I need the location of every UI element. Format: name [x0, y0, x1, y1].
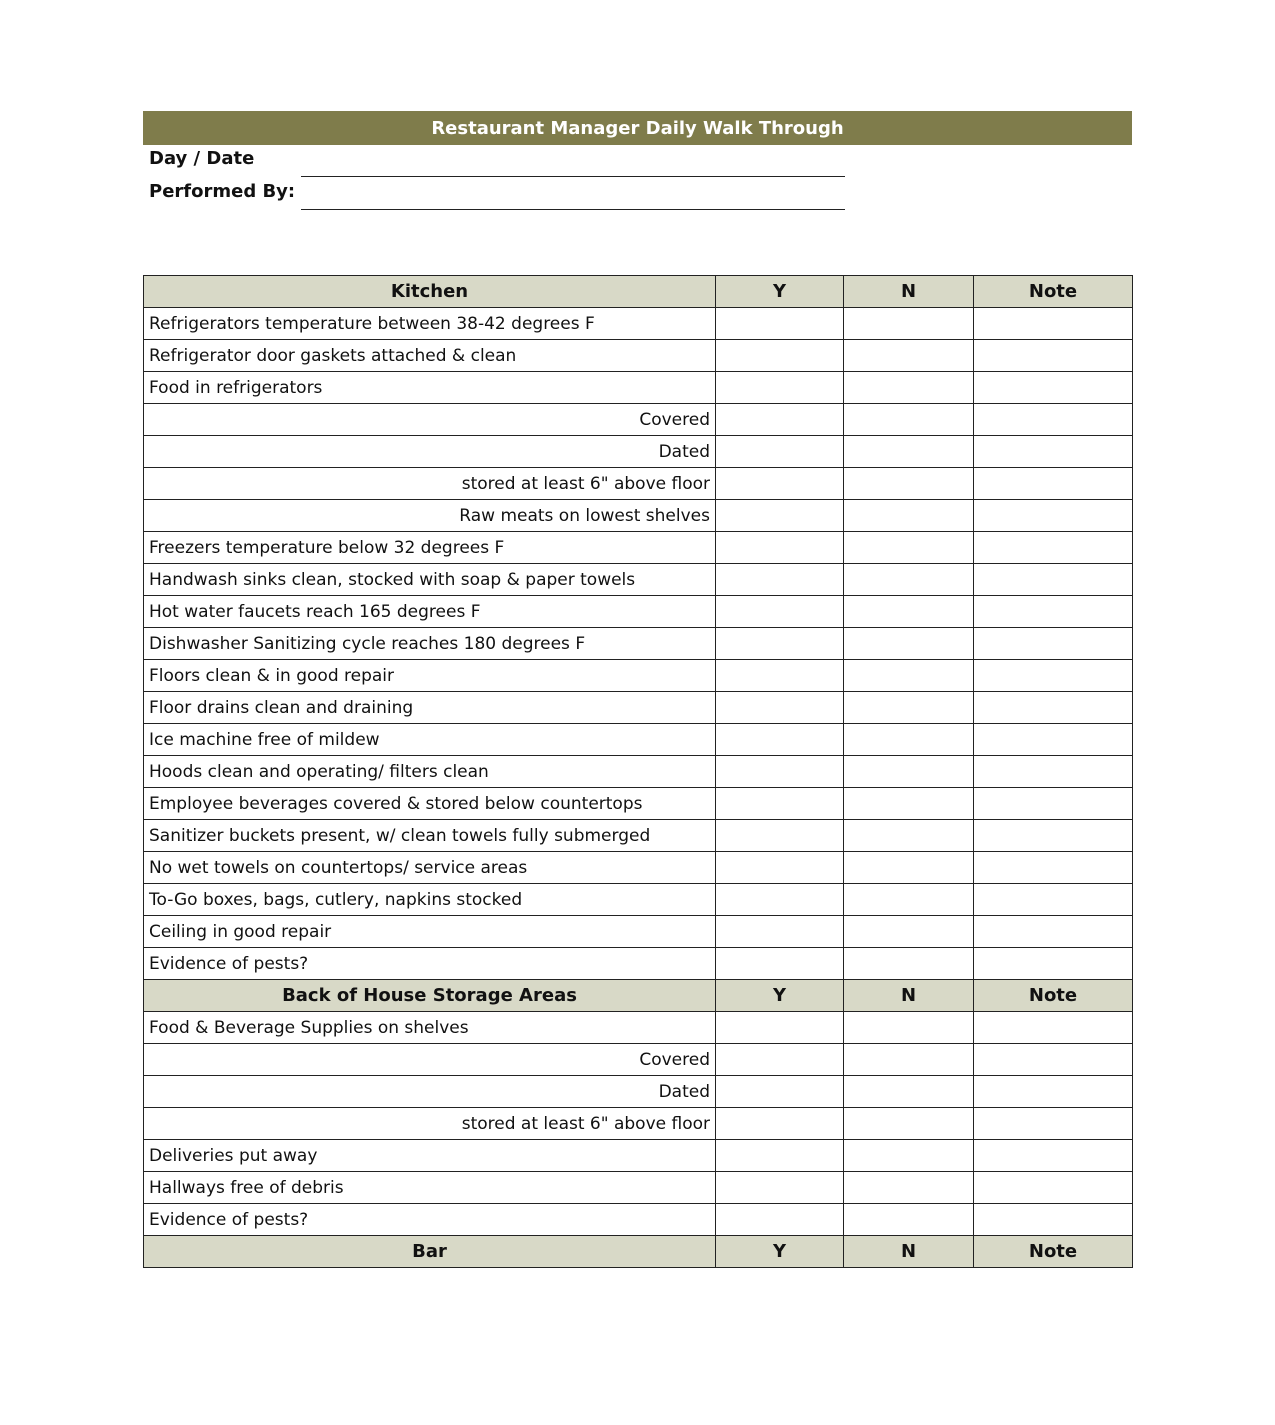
note-cell[interactable] — [974, 948, 1133, 980]
checklist-table — [143, 275, 1133, 1268]
checklist-item-label: Covered — [144, 1044, 716, 1076]
yes-cell[interactable] — [716, 852, 844, 884]
table-row — [144, 436, 1133, 468]
table-row — [144, 1044, 1133, 1076]
note-cell[interactable] — [974, 884, 1133, 916]
yes-cell[interactable] — [716, 468, 844, 500]
table-row — [144, 404, 1133, 436]
section-name: Kitchen — [144, 276, 716, 308]
yes-cell[interactable] — [716, 500, 844, 532]
note-cell[interactable] — [974, 500, 1133, 532]
day-date-label: Day / Date — [149, 148, 255, 169]
checklist-item-label: Food & Beverage Supplies on shelves — [144, 1012, 716, 1044]
note-cell[interactable] — [974, 788, 1133, 820]
checklist-item-label: stored at least 6" above floor — [144, 468, 716, 500]
table-row — [144, 788, 1133, 820]
yes-cell[interactable] — [716, 724, 844, 756]
yes-cell[interactable] — [716, 692, 844, 724]
no-cell[interactable] — [844, 404, 974, 436]
table-row — [144, 1012, 1133, 1044]
note-cell[interactable] — [974, 1172, 1133, 1204]
checklist-item-label: Dated — [144, 1076, 716, 1108]
note-cell[interactable] — [974, 436, 1133, 468]
column-header-y: Y — [716, 980, 844, 1012]
performed-by-label: Performed By: — [149, 181, 296, 202]
yes-cell[interactable] — [716, 916, 844, 948]
table-row — [144, 884, 1133, 916]
note-cell[interactable] — [974, 660, 1133, 692]
yes-cell[interactable] — [716, 1108, 844, 1140]
checklist-item-label: Refrigerators temperature between 38-42 degrees F — [144, 308, 716, 340]
checklist-item-label: Covered — [144, 404, 716, 436]
yes-cell[interactable] — [716, 1172, 844, 1204]
checklist-item-label: Deliveries put away — [144, 1140, 716, 1172]
checklist-item-label: To-Go boxes, bags, cutlery, napkins stocked — [144, 884, 716, 916]
table-row — [144, 1204, 1133, 1236]
performed-by-line[interactable] — [301, 209, 845, 210]
column-header-note: Note — [974, 980, 1133, 1012]
table-row — [144, 1108, 1133, 1140]
yes-cell[interactable] — [716, 1204, 844, 1236]
no-cell[interactable] — [844, 852, 974, 884]
table-row — [144, 916, 1133, 948]
checklist-item-label: stored at least 6" above floor — [144, 1108, 716, 1140]
no-cell[interactable] — [844, 532, 974, 564]
note-cell[interactable] — [974, 916, 1133, 948]
no-cell[interactable] — [844, 500, 974, 532]
note-cell[interactable] — [974, 596, 1133, 628]
table-row — [144, 1140, 1133, 1172]
checklist-item-label: Sanitizer buckets present, w/ clean towels fully submerged — [144, 820, 716, 852]
no-cell[interactable] — [844, 1140, 974, 1172]
checklist-item-label: Hot water faucets reach 165 degrees F — [144, 596, 716, 628]
checklist-item-label: Raw meats on lowest shelves — [144, 500, 716, 532]
table-row — [144, 596, 1133, 628]
no-cell[interactable] — [844, 628, 974, 660]
column-header-y: Y — [716, 276, 844, 308]
note-cell[interactable] — [974, 1044, 1133, 1076]
checklist-item-label: Refrigerator door gaskets attached & clean — [144, 340, 716, 372]
note-cell[interactable] — [974, 628, 1133, 660]
checklist-item-label: Dated — [144, 436, 716, 468]
table-row — [144, 1172, 1133, 1204]
no-cell[interactable] — [844, 372, 974, 404]
yes-cell[interactable] — [716, 564, 844, 596]
note-cell[interactable] — [974, 756, 1133, 788]
yes-cell[interactable] — [716, 436, 844, 468]
checklist-item-label: Handwash sinks clean, stocked with soap & paper towels — [144, 564, 716, 596]
table-row — [144, 340, 1133, 372]
note-cell[interactable] — [974, 340, 1133, 372]
no-cell[interactable] — [844, 340, 974, 372]
no-cell[interactable] — [844, 788, 974, 820]
yes-cell[interactable] — [716, 948, 844, 980]
no-cell[interactable] — [844, 820, 974, 852]
note-cell[interactable] — [974, 852, 1133, 884]
checklist-item-label: Evidence of pests? — [144, 1204, 716, 1236]
checklist-item-label: Hallways free of debris — [144, 1172, 716, 1204]
note-cell[interactable] — [974, 404, 1133, 436]
table-row — [144, 564, 1133, 596]
table-row — [144, 948, 1133, 980]
note-cell[interactable] — [974, 1204, 1133, 1236]
section-name: Bar — [144, 1236, 716, 1268]
no-cell[interactable] — [844, 308, 974, 340]
column-header-note: Note — [974, 1236, 1133, 1268]
note-cell[interactable] — [974, 1012, 1133, 1044]
no-cell[interactable] — [844, 916, 974, 948]
no-cell[interactable] — [844, 596, 974, 628]
no-cell[interactable] — [844, 884, 974, 916]
note-cell[interactable] — [974, 1140, 1133, 1172]
no-cell[interactable] — [844, 1076, 974, 1108]
note-cell[interactable] — [974, 1108, 1133, 1140]
checklist-item-label: Freezers temperature below 32 degrees F — [144, 532, 716, 564]
yes-cell[interactable] — [716, 1012, 844, 1044]
yes-cell[interactable] — [716, 1140, 844, 1172]
table-row — [144, 820, 1133, 852]
column-header-n: N — [844, 276, 974, 308]
table-row — [144, 852, 1133, 884]
table-row — [144, 628, 1133, 660]
no-cell[interactable] — [844, 1108, 974, 1140]
no-cell[interactable] — [844, 660, 974, 692]
yes-cell[interactable] — [716, 404, 844, 436]
section-header-row — [144, 276, 1133, 308]
yes-cell[interactable] — [716, 820, 844, 852]
no-cell[interactable] — [844, 724, 974, 756]
column-header-y: Y — [716, 1236, 844, 1268]
column-header-n: N — [844, 1236, 974, 1268]
yes-cell[interactable] — [716, 372, 844, 404]
column-header-n: N — [844, 980, 974, 1012]
no-cell[interactable] — [844, 1204, 974, 1236]
yes-cell[interactable] — [716, 788, 844, 820]
yes-cell[interactable] — [716, 308, 844, 340]
no-cell[interactable] — [844, 692, 974, 724]
table-row — [144, 756, 1133, 788]
note-cell[interactable] — [974, 1076, 1133, 1108]
section-header-row — [144, 980, 1133, 1012]
yes-cell[interactable] — [716, 884, 844, 916]
checklist-item-label: Floors clean & in good repair — [144, 660, 716, 692]
checklist-item-label: Food in refrigerators — [144, 372, 716, 404]
table-row — [144, 372, 1133, 404]
yes-cell[interactable] — [716, 756, 844, 788]
no-cell[interactable] — [844, 948, 974, 980]
yes-cell[interactable] — [716, 596, 844, 628]
note-cell[interactable] — [974, 308, 1133, 340]
yes-cell[interactable] — [716, 660, 844, 692]
checklist-item-label: Hoods clean and operating/ filters clean — [144, 756, 716, 788]
day-date-line[interactable] — [301, 176, 845, 177]
no-cell[interactable] — [844, 468, 974, 500]
checklist-item-label: No wet towels on countertops/ service areas — [144, 852, 716, 884]
column-header-note: Note — [974, 276, 1133, 308]
no-cell[interactable] — [844, 1012, 974, 1044]
no-cell[interactable] — [844, 1044, 974, 1076]
checklist-item-label: Employee beverages covered & stored below countertops — [144, 788, 716, 820]
page-title: Restaurant Manager Daily Walk Through — [143, 111, 1132, 145]
table-row — [144, 500, 1133, 532]
table-row — [144, 692, 1133, 724]
table-row — [144, 1076, 1133, 1108]
table-row — [144, 468, 1133, 500]
yes-cell[interactable] — [716, 628, 844, 660]
note-cell[interactable] — [974, 564, 1133, 596]
checklist-item-label: Ice machine free of mildew — [144, 724, 716, 756]
checklist-item-label: Evidence of pests? — [144, 948, 716, 980]
note-cell[interactable] — [974, 820, 1133, 852]
yes-cell[interactable] — [716, 1076, 844, 1108]
yes-cell[interactable] — [716, 340, 844, 372]
no-cell[interactable] — [844, 1172, 974, 1204]
yes-cell[interactable] — [716, 1044, 844, 1076]
note-cell[interactable] — [974, 724, 1133, 756]
note-cell[interactable] — [974, 468, 1133, 500]
section-header-row — [144, 1236, 1133, 1268]
checklist-item-label: Floor drains clean and draining — [144, 692, 716, 724]
section-name: Back of House Storage Areas — [144, 980, 716, 1012]
note-cell[interactable] — [974, 692, 1133, 724]
yes-cell[interactable] — [716, 532, 844, 564]
checklist-item-label: Ceiling in good repair — [144, 916, 716, 948]
table-row — [144, 308, 1133, 340]
checklist-item-label: Dishwasher Sanitizing cycle reaches 180 degrees F — [144, 628, 716, 660]
table-row — [144, 724, 1133, 756]
table-row — [144, 660, 1133, 692]
table-row — [144, 532, 1133, 564]
note-cell[interactable] — [974, 532, 1133, 564]
no-cell[interactable] — [844, 756, 974, 788]
no-cell[interactable] — [844, 436, 974, 468]
note-cell[interactable] — [974, 372, 1133, 404]
no-cell[interactable] — [844, 564, 974, 596]
